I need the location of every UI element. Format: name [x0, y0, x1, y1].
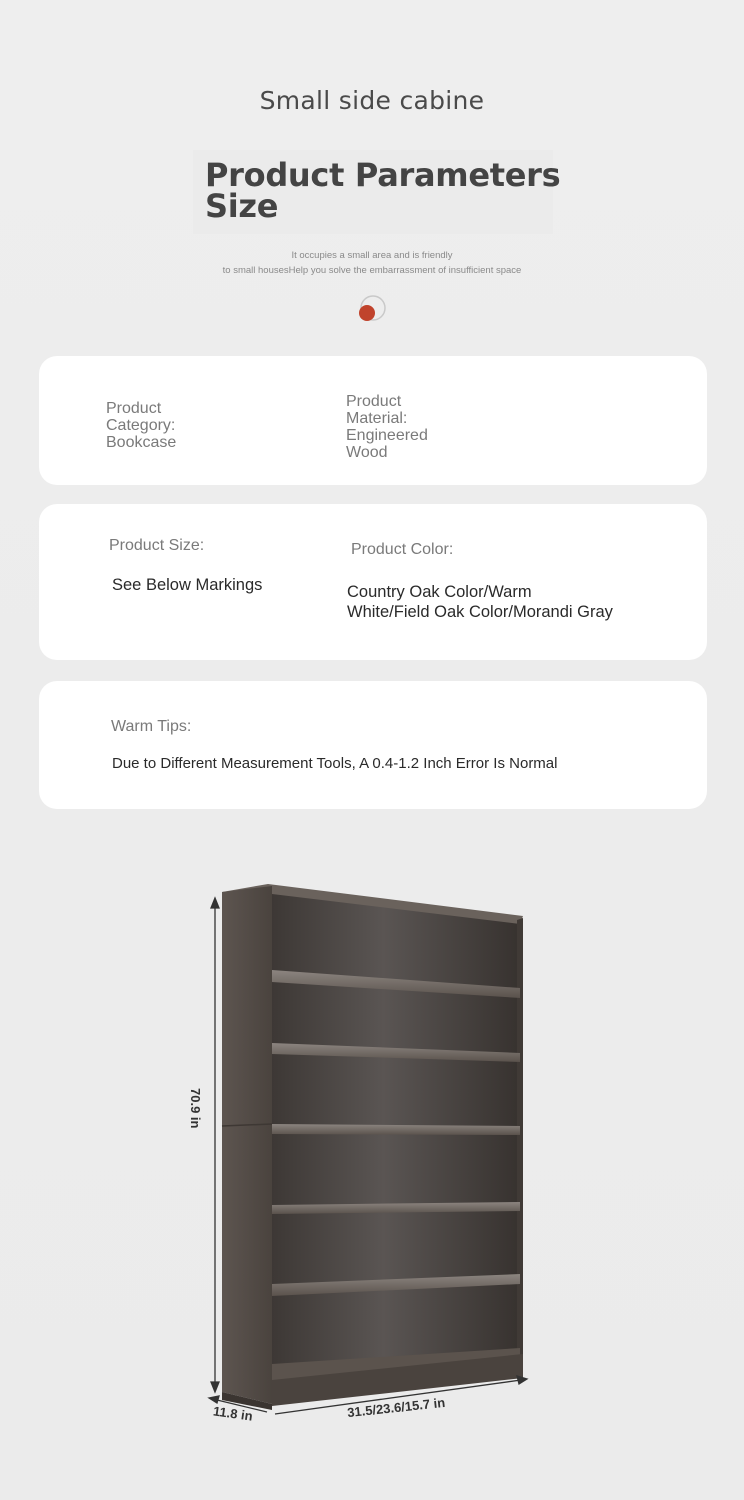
- color-value: [347, 582, 613, 622]
- bookcase-illustration: [188, 870, 545, 1430]
- size-value: See Below Markings: [112, 576, 263, 594]
- category-block: [106, 400, 176, 451]
- color-value-line2: White/Field Oak Color/Morandi Gray: [347, 603, 613, 621]
- material-block: [346, 393, 428, 461]
- tips-value: Due to Different Measurement Tools, A 0.4-1.2 Inch Error Is Normal: [112, 755, 558, 772]
- category-label-line1: Product: [106, 400, 162, 417]
- subtext-line1: It occupies a small area and is friendly: [291, 250, 453, 261]
- depth-dimension: 11.8 in: [212, 1403, 254, 1424]
- material-label-line2: Material:: [346, 410, 408, 427]
- color-value-line1: Country Oak Color/Warm: [347, 583, 532, 601]
- page-title: Small side cabine: [259, 86, 485, 115]
- size-label: Product Size:: [109, 537, 205, 554]
- params-heading-line2: Size: [205, 187, 279, 225]
- width-dimension: 31.5/23.6/15.7 in: [346, 1394, 446, 1421]
- material-value-line2: Wood: [346, 444, 388, 461]
- material-value-line1: Engineered: [346, 427, 428, 444]
- params-heading: [205, 156, 565, 225]
- material-label-line1: Product: [346, 393, 402, 410]
- card-size-color: [39, 504, 707, 660]
- height-dimension: 70.9 in: [188, 1088, 203, 1129]
- category-label-line2: Category:: [106, 417, 176, 434]
- card-warm-tips: [39, 681, 707, 809]
- color-label: Product Color:: [351, 541, 454, 558]
- subtext-line2: to small housesHelp you solve the embarrassment of insufficient space: [222, 265, 522, 276]
- params-heading-line1: Product Parameters: [205, 156, 561, 194]
- circle-dot-icon: [356, 294, 388, 326]
- card-category-material: [39, 356, 707, 485]
- tips-label: Warm Tips:: [111, 718, 192, 735]
- bookcase-image: [195, 870, 545, 1430]
- category-value: Bookcase: [106, 434, 177, 451]
